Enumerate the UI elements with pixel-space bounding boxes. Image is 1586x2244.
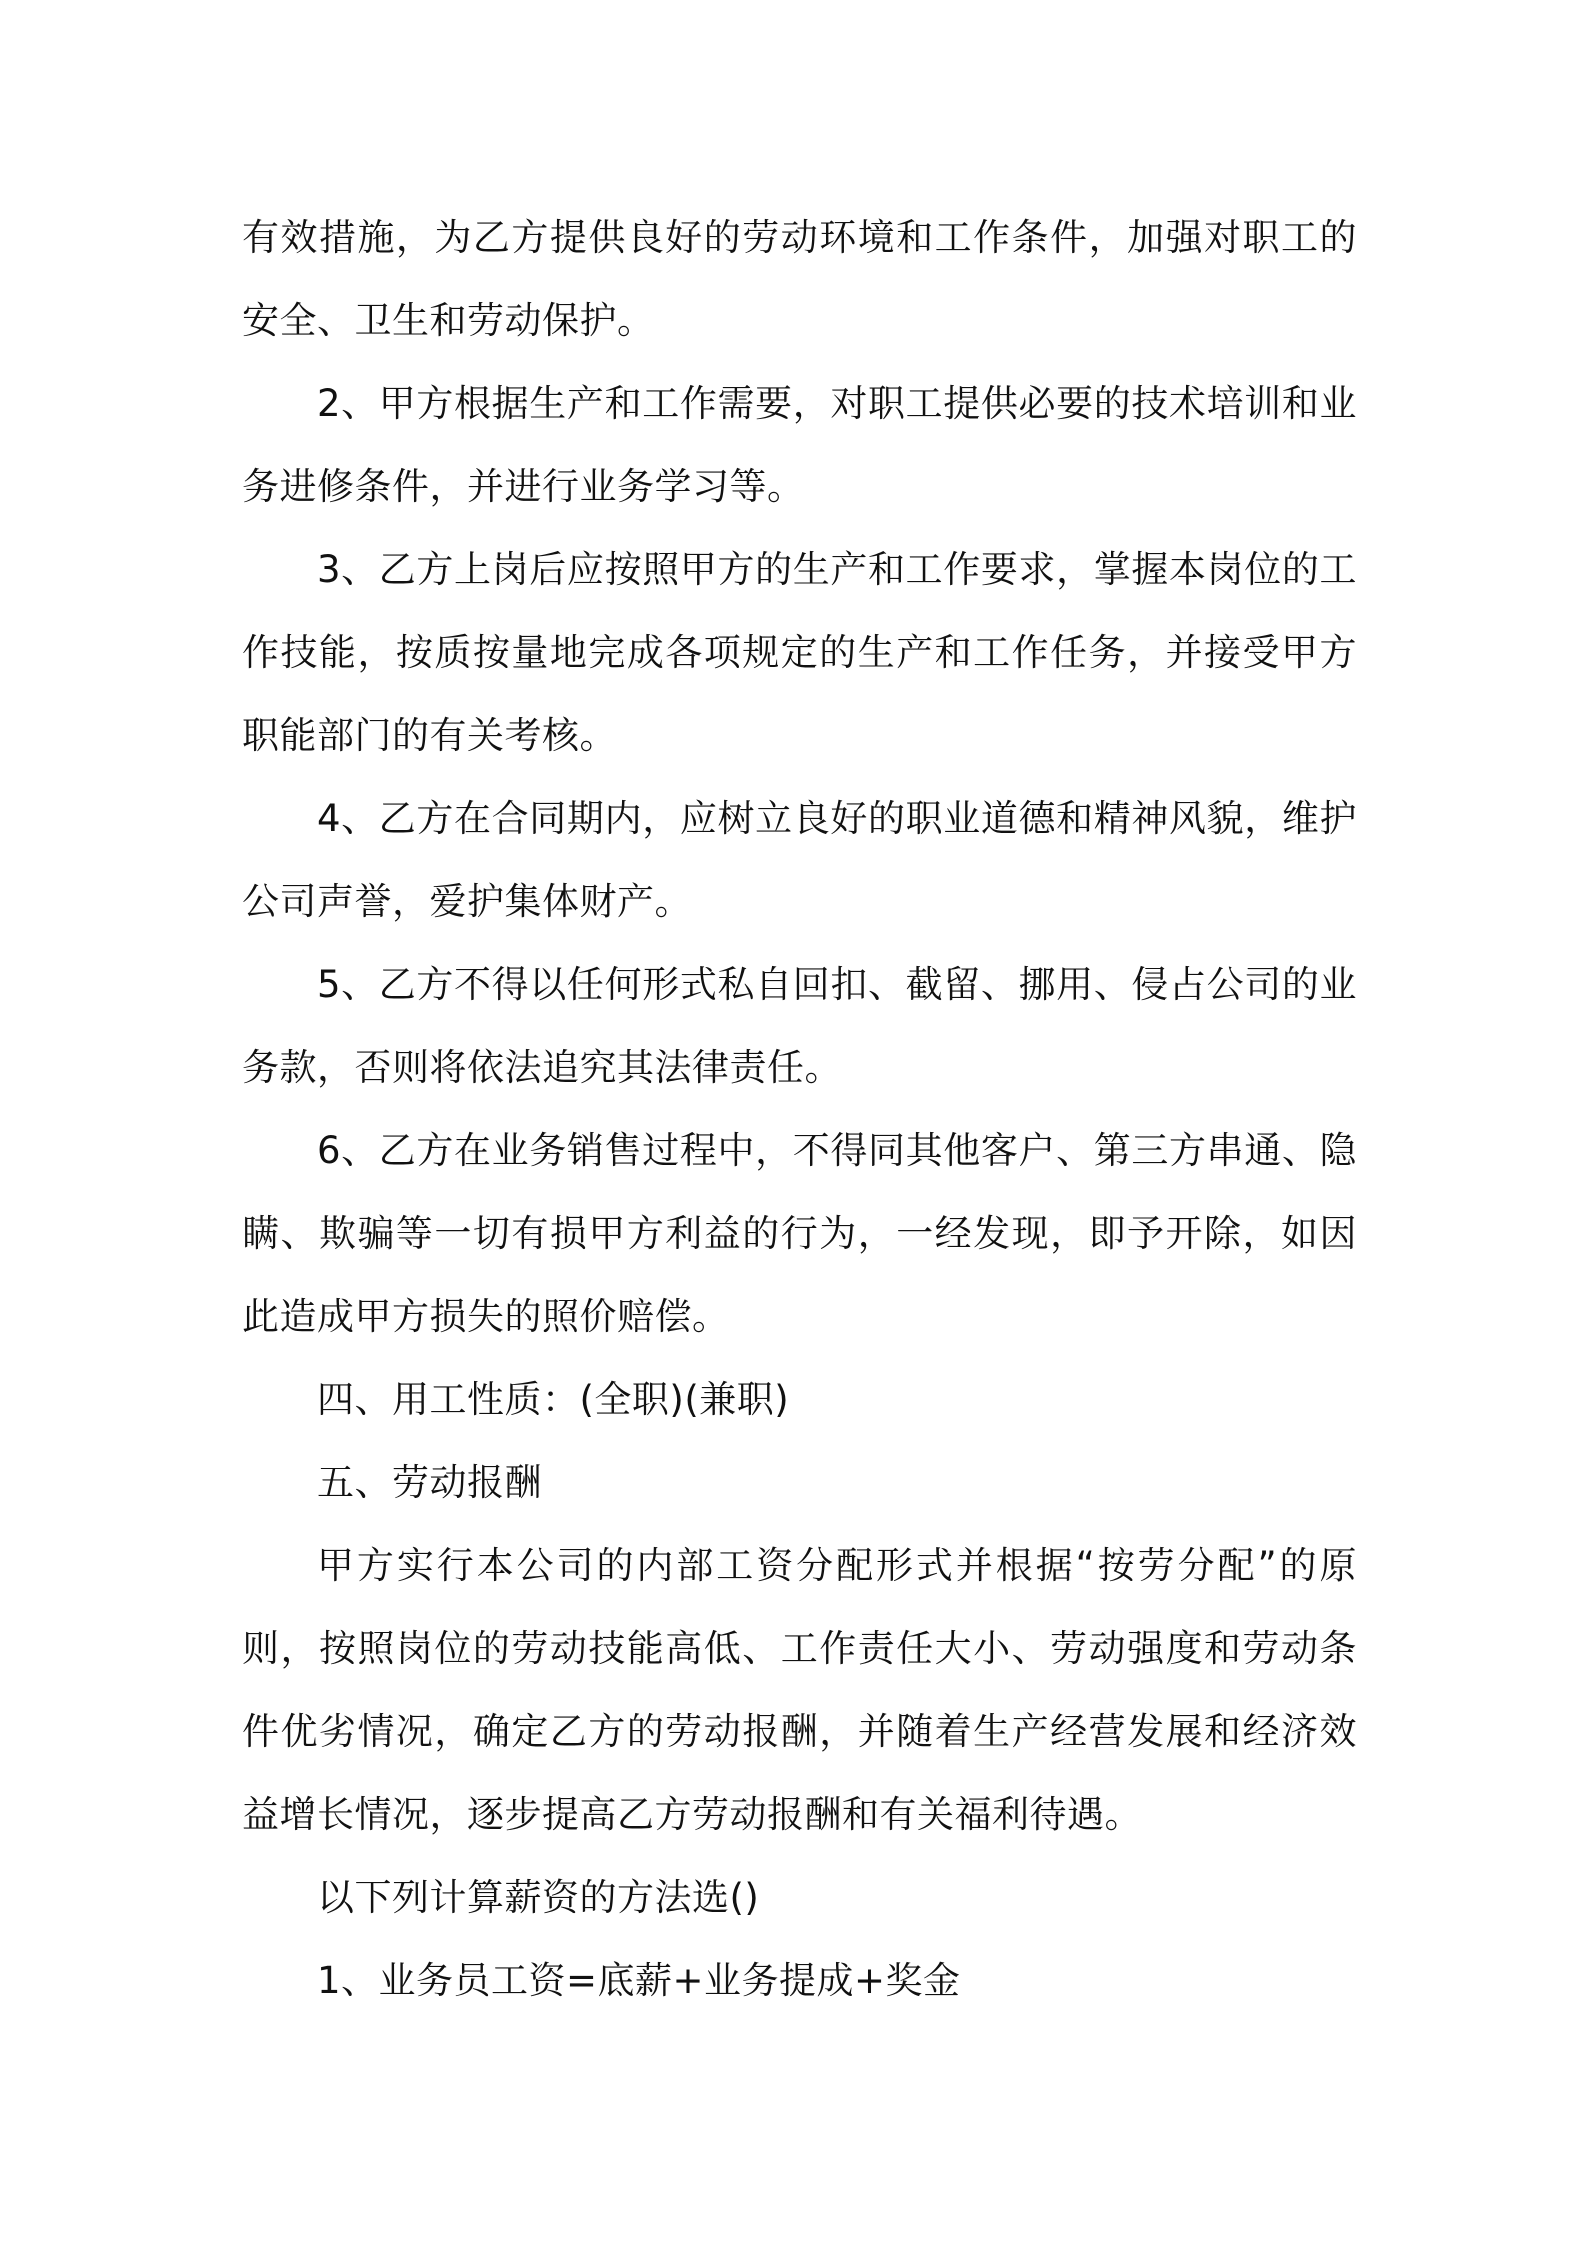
paragraph-clause-5: 5、乙方不得以任何形式私自回扣、截留、挪用、侵占公司的业务款，否则将依法追究其法律责任。 (242, 963, 1357, 1089)
paragraph-clause-6: 6、乙方在业务销售过程中，不得同其他客户、第三方串通、隐瞒、欺骗等一切有损甲方利益的行为，一经发现，即予开除，如因此造成甲方损失的照价赔偿。 (242, 1129, 1357, 1338)
section-heading-remuneration: 五、劳动报酬 (317, 1461, 542, 1504)
paragraph-clause-4: 4、乙方在合同期内，应树立良好的职业道德和精神风貌，维护公司声誉，爱护集体财产。 (242, 797, 1357, 923)
paragraph-salary-formula-1: 1、业务员工资=底薪+业务提成+奖金 (317, 1959, 961, 2002)
paragraph-clause-2: 2、甲方根据生产和工作需要，对职工提供必要的技术培训和业务进修条件，并进行业务学习等。 (242, 382, 1357, 508)
paragraph-remuneration-principle: 甲方实行本公司的内部工资分配形式并根据“按劳分配”的原则，按照岗位的劳动技能高低、工作责任大小、劳动强度和劳动条件优劣情况，确定乙方的劳动报酬，并随着生产经营发展和经济效益增长情况，逐步提高乙方劳动报酬和有关福利待遇。 (242, 1544, 1357, 1836)
paragraph-salary-method: 以下列计算薪资的方法选() (317, 1876, 760, 1919)
paragraph-safety-measures: 有效措施，为乙方提供良好的劳动环境和工作条件，加强对职工的安全、卫生和劳动保护。 (242, 216, 1357, 342)
paragraph-clause-3: 3、乙方上岗后应按照甲方的生产和工作要求，掌握本岗位的工作技能，按质按量地完成各项规定的生产和工作任务，并接受甲方职能部门的有关考核。 (242, 548, 1357, 757)
document-body (242, 196, 1357, 2022)
section-employment-nature: 四、用工性质：(全职)(兼职) (317, 1378, 790, 1421)
